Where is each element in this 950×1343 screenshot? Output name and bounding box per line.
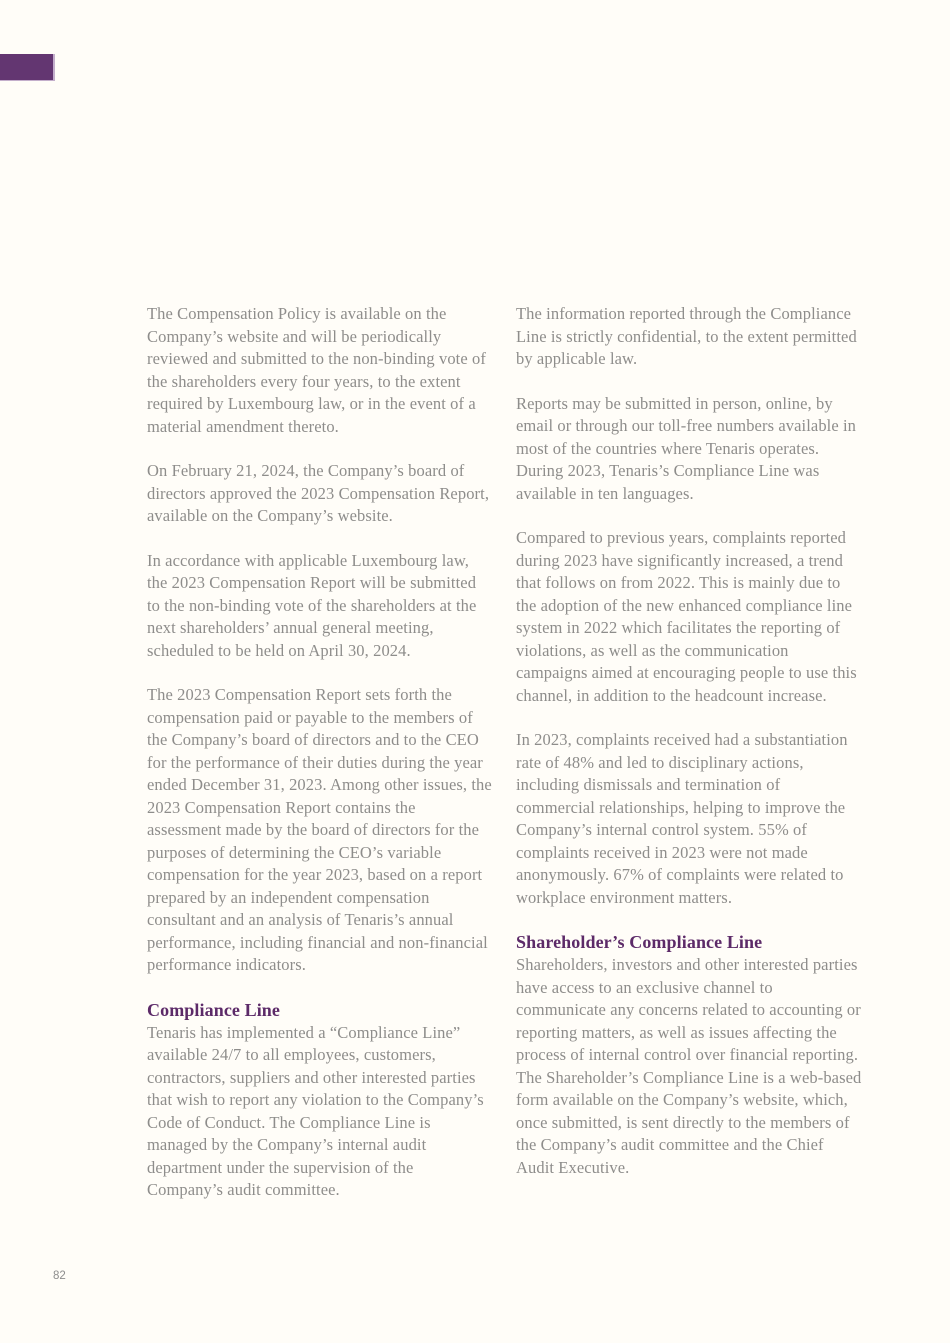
section-heading-shareholders-compliance-line: Shareholder’s Compliance Line — [516, 932, 763, 952]
paragraph-report-channels: Reports may be submitted in person, online, by email or through our toll-free numbers available in most of the countries where Tenaris operates. During 2023, Tenaris’s Compliance Line was available in ten languages. — [516, 393, 857, 503]
paragraph-shareholders-compliance-line: Shareholders, investors and other interested parties have access to an exclusive channel to communicate any concerns related to accounting or reporting matters, as well as issues affecting the process of internal control over financial reporting. The Shareholder’s Compliance Line is a web-based form available on the Company’s website, which, once submitted, is sent directly to the members of the Company’s audit committee and the Chief Audit Executive. — [516, 955, 862, 1177]
paragraph-complaints-statistics: In 2023, complaints received had a substantiation rate of 48% and led to disciplinary actions, including dismissals and termination of commercial relationships, helping to improve the Company’s internal control system. 55% of complaints received in 2023 were not made anonymously. 67% of complaints were related to workplace environment matters. — [516, 730, 848, 907]
paragraph-compensation-policy: The Compensation Policy is available on the Company’s website and will be periodically reviewed and submitted to the non-binding vote of the shareholders every four years, to the extent required by Luxembourg law, or in the event of a material amendment thereto. — [147, 304, 486, 436]
paragraph-compensation-report-contents: The 2023 Compensation Report sets forth the compensation paid or payable to the members of the Company’s board of directors and to the CEO for the performance of their duties during the year ended December 31, 2023. Among other issues, the 2023 Compensation Report contains the assessment made by the board of directors for the purposes of determining the CEO’s variable compensation for the year 2023, based on a report prepared by an independent compensation consultant and an analysis of Tenaris’s annual performance, including financial and non-financial performance indicators. — [147, 685, 492, 974]
paragraph-luxembourg-law: In accordance with applicable Luxembourg law, the 2023 Compensation Report will be submitted to the non-binding vote of the shareholders at the next shareholders’ annual general meeting, scheduled to be held on April 30, 2024. — [147, 550, 477, 660]
paragraph-confidentiality: The information reported through the Compliance Line is strictly confidential, to the extent permitted by applicable law. — [516, 304, 857, 368]
paragraph-compliance-line-intro: Tenaris has implemented a “Compliance Line” available 24/7 to all employees, customers, contractors, suppliers and other interested parties that wish to report any violation to the Company’s Code of Conduct. The Compliance Line is managed by the Company’s internal audit department under the supervision of the Company’s audit committee. — [147, 1022, 484, 1199]
right-column — [516, 303, 862, 1224]
section-heading-compliance-line: Compliance Line — [147, 999, 281, 1020]
page-number: 82 — [53, 1270, 66, 1282]
accent-rectangle — [0, 54, 55, 81]
paragraph-complaints-trend: Compared to previous years, complaints reported during 2023 have significantly increased, a trend that follows on from 2022. This is mainly due to the adoption of the new enhanced compliance line system in 2022 which facilitates the reporting of violations, as well as the communication campaigns aimed at encouraging people to use this channel, in addition to the headcount increase. — [516, 528, 857, 705]
left-column — [147, 303, 493, 1224]
paragraph-board-approval: On February 21, 2024, the Company’s board of directors approved the 2023 Compensation Report, available on the Company’s website. — [147, 461, 490, 525]
page-content — [147, 303, 863, 1224]
